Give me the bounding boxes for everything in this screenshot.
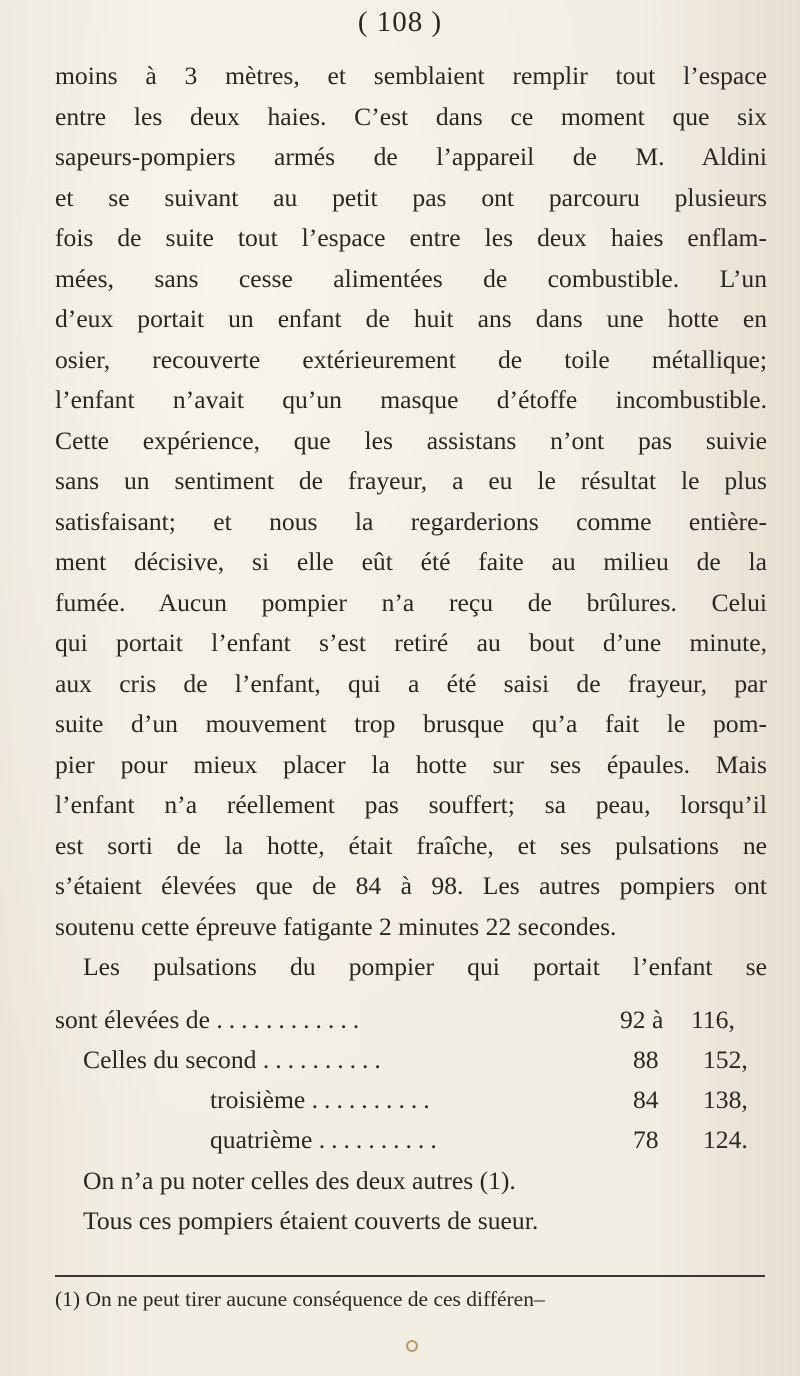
text-line: fumée. Aucun pompier n’a reçu de brûlures. Celui bbox=[55, 587, 767, 617]
pulse-from: 92 à bbox=[620, 1005, 664, 1034]
text-line: l’enfant n’avait qu’un masque d’étoffe incombustible. bbox=[55, 385, 767, 414]
text-line: est sorti de la hotte, était fraîche, et ses pulsations ne bbox=[55, 830, 767, 860]
pulse-to: 116, bbox=[691, 1005, 735, 1034]
page-number: ( 108 ) bbox=[357, 6, 443, 38]
text-line: satisfaisant; et nous la regarderions comme entière- bbox=[55, 506, 767, 536]
pulse-to: 124. bbox=[703, 1125, 748, 1154]
text-line: Cette expérience, que les assistans n’ont pas suivie bbox=[55, 425, 767, 455]
text-line: ment décisive, si elle eût été faite au milieu de la bbox=[55, 547, 767, 576]
pulse-row bbox=[55, 1000, 767, 1041]
text-line: sapeurs-pompiers armés de l’appareil de M. Aldini bbox=[55, 142, 767, 171]
footnote: (1) On ne peut tirer aucune conséquence de ces différen– bbox=[55, 1287, 545, 1311]
pulse-label: quatrième .......... bbox=[210, 1125, 443, 1154]
pulse-from: 84 bbox=[633, 1085, 659, 1114]
text-line: d’eux portait un enfant de huit ans dans une hotte en bbox=[55, 304, 767, 333]
stain-mark bbox=[406, 1340, 418, 1352]
pulse-to: 138, bbox=[703, 1085, 748, 1114]
text-line: suite d’un mouvement trop brusque qu’a fait le pom- bbox=[55, 709, 767, 738]
text-line: qui portait l’enfant s’est retiré au bout d’une minute, bbox=[55, 628, 767, 657]
pulse-from: 88 bbox=[633, 1045, 659, 1074]
text-line: et se suivant au petit pas ont parcouru plusieurs bbox=[55, 182, 767, 212]
pulse-to: 152, bbox=[703, 1045, 748, 1074]
text-line: mées, sans cesse alimentées de combustible. L’un bbox=[55, 263, 767, 293]
text-line: osier, recouverte extérieurement de toile métallique; bbox=[55, 344, 767, 374]
pulse-label: troisième .......... bbox=[210, 1085, 436, 1114]
pulse-row bbox=[55, 1040, 767, 1081]
pulse-from: 78 bbox=[633, 1125, 659, 1154]
pulse-row bbox=[55, 1120, 767, 1161]
text-line: Tous ces pompiers étaient couverts de sueur. bbox=[83, 1206, 539, 1235]
text-line: soutenu cette épreuve fatigante 2 minutes 22 secondes. bbox=[55, 911, 617, 941]
text-line: fois de suite tout l’espace entre les deux haies enflam- bbox=[55, 223, 767, 252]
text-line: sans un sentiment de frayeur, a eu le résultat le plus bbox=[55, 466, 767, 495]
text-line: pier pour mieux placer la hotte sur ses épaules. Mais bbox=[55, 749, 767, 779]
text-line: aux cris de l’enfant, qui a été saisi de frayeur, par bbox=[55, 668, 767, 698]
text-line: moins à 3 mètres, et semblaient remplir tout l’espace bbox=[55, 61, 767, 90]
body-text bbox=[55, 56, 767, 988]
text-line: Les pulsations du pompier qui portait l’enfant se bbox=[83, 952, 767, 981]
text-line: On n’a pu noter celles des deux autres (1). bbox=[83, 1166, 516, 1195]
text-line: s’étaient élevées que de 84 à 98. Les autres pompiers ont bbox=[55, 871, 767, 900]
text-line: l’enfant n’a réellement pas souffert; sa peau, lorsqu’il bbox=[55, 790, 767, 819]
pulse-label: sont élevées de ............ bbox=[55, 1005, 366, 1034]
text-line: entre les deux haies. C’est dans ce moment que six bbox=[55, 101, 767, 131]
pulse-label: Celles du second .......... bbox=[83, 1045, 387, 1074]
pulse-row bbox=[55, 1080, 767, 1121]
footnote-rule bbox=[55, 1275, 765, 1277]
